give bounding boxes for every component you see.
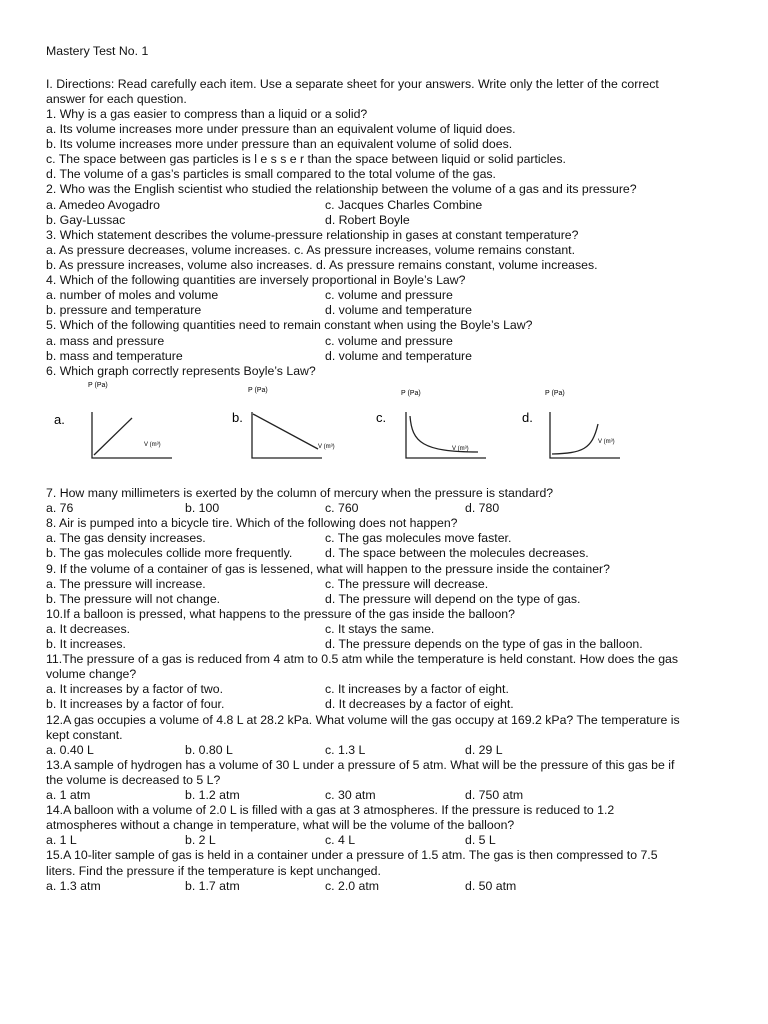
q8-question-text: Air is pumped into a bicycle tire. Which of the following does not happen? [59, 516, 458, 530]
q15-options-row [46, 879, 736, 894]
q2-option-2: b. Gay-Lussac [46, 213, 126, 227]
q4-options-row-1 [46, 288, 736, 303]
q5-options-row-1 [46, 334, 736, 349]
q12-option-3: d. 29 L [465, 743, 503, 757]
q9-question-text: If the volume of a container of gas is lessened, what will happen to the pressure inside the container? [59, 562, 610, 576]
q5-question-text: Which of the following quantities need to remain constant when using the Boyle’s Law? [59, 318, 533, 332]
q4-number: 4. [46, 273, 57, 287]
q2-options-row-2 [46, 213, 736, 228]
q11-option-0: a. It increases by a factor of two. [46, 682, 224, 696]
q14-option-3: d. 5 L [465, 833, 496, 847]
q13-option-1: b. 1.2 atm [185, 788, 240, 802]
q12-question-text: kept constant. [46, 728, 123, 742]
q6-text-line-1 [46, 364, 316, 379]
q1-text-line-1 [46, 107, 367, 122]
graph-d-letter: d. [522, 410, 533, 425]
q7-options-row [46, 501, 736, 516]
q12-text-line-2 [46, 728, 123, 743]
q13-options-row [46, 788, 736, 803]
q11-option-1: c. It increases by a factor of eight. [325, 682, 509, 696]
q7-text-line-1 [46, 486, 553, 501]
q15-text-line-1 [46, 848, 658, 863]
q15-option-3: d. 50 atm [465, 879, 517, 893]
graph-a-letter: a. [54, 412, 65, 427]
q8-options-row-2 [46, 546, 736, 561]
q7-option-3: d. 780 [465, 501, 500, 515]
q13-question-text: A sample of hydrogen has a volume of 30 L under a pressure of 5 atm. What will be the pressure of this gas be if [63, 758, 675, 772]
q1-option-3: d. The volume of a gas’s particles is small compared to the total volume of the gas. [46, 167, 496, 181]
q14-number: 14. [46, 803, 64, 817]
graph-c-letter: c. [376, 410, 387, 425]
q12-option-2: c. 1.3 L [325, 743, 366, 757]
q13-text-line-2 [46, 773, 220, 788]
boyles-law-graph-options [46, 380, 626, 480]
graph-b [232, 387, 335, 458]
q7-option-0: a. 76 [46, 501, 74, 515]
q3-text-line-1 [46, 228, 578, 243]
q4-option-1: c. volume and pressure [325, 288, 453, 302]
q11-text-line-2 [46, 667, 136, 682]
q14-question-text: A balloon with a volume of 2.0 L is filled with a gas at 3 atmospheres. If the pressure is reduced to 1.2 [63, 803, 615, 817]
q1-option-0: a. Its volume increases more under pressure than an equivalent volume of liquid does. [46, 122, 516, 136]
q10-options-row-1 [46, 622, 736, 637]
q10-question-text: If a balloon is pressed, what happens to the pressure of the gas inside the balloon? [63, 607, 515, 621]
q1-number: 1. [46, 107, 57, 121]
graph-d-y-axis-label: P (Pa) [545, 390, 565, 397]
q11-options-row-1 [46, 682, 736, 697]
q11-option-2: b. It increases by a factor of four. [46, 697, 225, 711]
q8-option-2: b. The gas molecules collide more frequently. [46, 546, 293, 560]
q9-option-1: c. The pressure will decrease. [325, 577, 489, 591]
q13-option-2: c. 30 atm [325, 788, 376, 802]
q10-option-3: d. The pressure depends on the type of gas in the balloon. [325, 637, 643, 651]
q8-options-row-1 [46, 531, 736, 546]
q2-question-text: Who was the English scientist who studied the relationship between the volume of a gas and its pressure? [59, 182, 637, 196]
q8-option-3: d. The space between the molecules decreases. [325, 546, 589, 560]
q7-number: 7. [46, 486, 57, 500]
q4-options-row-2 [46, 303, 736, 318]
q11-question-text: The pressure of a gas is reduced from 4 atm to 0.5 atm while the temperature is held constant. How does the gas [62, 652, 679, 666]
q9-text-line-1 [46, 562, 610, 577]
q3-option-0: a. As pressure decreases, volume increases. c. As pressure increases, volume remains constant. [46, 243, 576, 257]
graph-d [522, 390, 620, 458]
q15-question-text: liters. Find the pressure if the temperature is kept unchanged. [46, 864, 381, 878]
q15-option-1: b. 1.7 atm [185, 879, 240, 893]
q15-text-line-2 [46, 864, 381, 879]
q15-question-text: A 10-liter sample of gas is held in a container under a pressure of 1.5 atm. The gas is then compressed to 7.5 [63, 848, 658, 862]
q2-option-0: a. Amedeo Avogadro [46, 198, 160, 212]
q10-number: 10. [46, 607, 64, 621]
directions-line-2: answer for each question. [46, 92, 187, 106]
q4-option-2: b. pressure and temperature [46, 303, 202, 317]
q9-option-0: a. The pressure will increase. [46, 577, 206, 591]
q12-option-0: a. 0.40 L [46, 743, 94, 757]
q2-number: 2. [46, 182, 57, 196]
q2-option-3: d. Robert Boyle [325, 213, 410, 227]
q2-text-line-1 [46, 182, 637, 197]
q14-text-line-2 [46, 818, 514, 833]
q12-option-1: b. 0.80 L [185, 743, 233, 757]
q13-text-line-1 [46, 758, 674, 773]
q5-option-3: d. volume and temperature [325, 349, 472, 363]
q11-question-text: volume change? [46, 667, 137, 681]
q1-option-2: c. The space between gas particles is l e s s e r than the space between liquid or solid particles. [46, 152, 566, 166]
graph-a [54, 382, 172, 458]
q12-question-text: A gas occupies a volume of 4.8 L at 28.2 kPa. What volume will the gas occupy at 169.2 kPa? The temperature is [63, 713, 680, 727]
q13-number: 13. [46, 758, 64, 772]
q12-number: 12. [46, 713, 64, 727]
q5-number: 5. [46, 318, 57, 332]
q12-options-row [46, 743, 736, 758]
q9-option-3: d. The pressure will depend on the type of gas. [325, 592, 581, 606]
q7-question-text: How many millimeters is exerted by the column of mercury when the pressure is standard? [59, 486, 554, 500]
q15-number: 15. [46, 848, 64, 862]
q13-question-text: the volume is decreased to 5 L? [46, 773, 221, 787]
q10-option-0: a. It decreases. [46, 622, 131, 636]
graph-b-curve [253, 414, 318, 449]
q3-option-1: b. As pressure increases, volume also increases. d. As pressure remains constant, volume increases. [46, 258, 598, 272]
q8-option-0: a. The gas density increases. [46, 531, 206, 545]
q4-option-0: a. number of moles and volume [46, 288, 219, 302]
q8-text-line-1 [46, 516, 458, 531]
graph-c-x-axis-label: V (m³) [452, 446, 469, 452]
q2-option-1: c. Jacques Charles Combine [325, 198, 483, 212]
graph-b-letter: b. [232, 410, 243, 425]
graph-c-axes [406, 412, 486, 458]
q11-options-row-2 [46, 697, 736, 712]
graph-d-x-axis-label: V (m³) [598, 439, 615, 445]
directions-line-1: I. Directions: Read carefully each item. Use a separate sheet for your answers. Write only the letter of the correct [46, 77, 659, 91]
graph-d-curve [552, 424, 598, 454]
page-title: Mastery Test No. 1 [46, 44, 149, 58]
q6-question-text: Which graph correctly represents Boyle’s Law? [59, 364, 316, 378]
q10-text-line-1 [46, 607, 515, 622]
q11-number: 11. [46, 652, 63, 666]
q12-text-line-1 [46, 713, 680, 728]
q5-text-line-1 [46, 318, 533, 333]
q13-option-3: d. 750 atm [465, 788, 524, 802]
graph-a-x-axis-label: V (m³) [144, 442, 161, 448]
q3-number: 3. [46, 228, 57, 242]
q14-option-2: c. 4 L [325, 833, 356, 847]
q15-option-0: a. 1.3 atm [46, 879, 101, 893]
q9-options-row-1 [46, 577, 736, 592]
q1-option-1: b. Its volume increases more under pressure than an equivalent volume of solid does. [46, 137, 513, 151]
q4-text-line-1 [46, 273, 465, 288]
q3-question-text: Which statement describes the volume-pressure relationship in gases at constant temperature? [59, 228, 579, 242]
graph-d-axes [550, 412, 620, 458]
q11-option-3: d. It decreases by a factor of eight. [325, 697, 514, 711]
q14-question-text: atmospheres without a change in temperature, what will be the volume of the balloon? [46, 818, 515, 832]
graph-b-y-axis-label: P (Pa) [248, 387, 268, 394]
q10-options-row-2 [46, 637, 736, 652]
q15-option-2: c. 2.0 atm [325, 879, 379, 893]
q6-number: 6. [46, 364, 57, 378]
q1-question-text: Why is a gas easier to compress than a liquid or a solid? [59, 107, 368, 121]
q9-option-2: b. The pressure will not change. [46, 592, 221, 606]
q5-options-row-2 [46, 349, 736, 364]
q9-options-row-2 [46, 592, 736, 607]
q4-question-text: Which of the following quantities are inversely proportional in Boyle’s Law? [59, 273, 466, 287]
graph-b-x-axis-label: V (m³) [318, 444, 335, 450]
q14-option-0: a. 1 L [46, 833, 77, 847]
q14-options-row [46, 833, 736, 848]
q9-number: 9. [46, 562, 57, 576]
q10-option-2: b. It increases. [46, 637, 126, 651]
q13-option-0: a. 1 atm [46, 788, 91, 802]
q5-option-1: c. volume and pressure [325, 334, 453, 348]
q7-option-1: b. 100 [185, 501, 220, 515]
q14-option-1: b. 2 L [185, 833, 216, 847]
graph-a-y-axis-label: P (Pa) [88, 382, 108, 389]
graph-c-y-axis-label: P (Pa) [401, 390, 421, 397]
q10-option-1: c. It stays the same. [325, 622, 435, 636]
graph-a-curve [94, 418, 132, 455]
q4-option-3: d. volume and temperature [325, 303, 472, 317]
q5-option-2: b. mass and temperature [46, 349, 183, 363]
q11-text-line-1 [46, 652, 678, 667]
graph-c [376, 390, 486, 458]
q14-text-line-1 [46, 803, 614, 818]
q8-number: 8. [46, 516, 57, 530]
q8-option-1: c. The gas molecules move faster. [325, 531, 512, 545]
q5-option-0: a. mass and pressure [46, 334, 165, 348]
q7-option-2: c. 760 [325, 501, 359, 515]
q2-options-row-1 [46, 198, 736, 213]
